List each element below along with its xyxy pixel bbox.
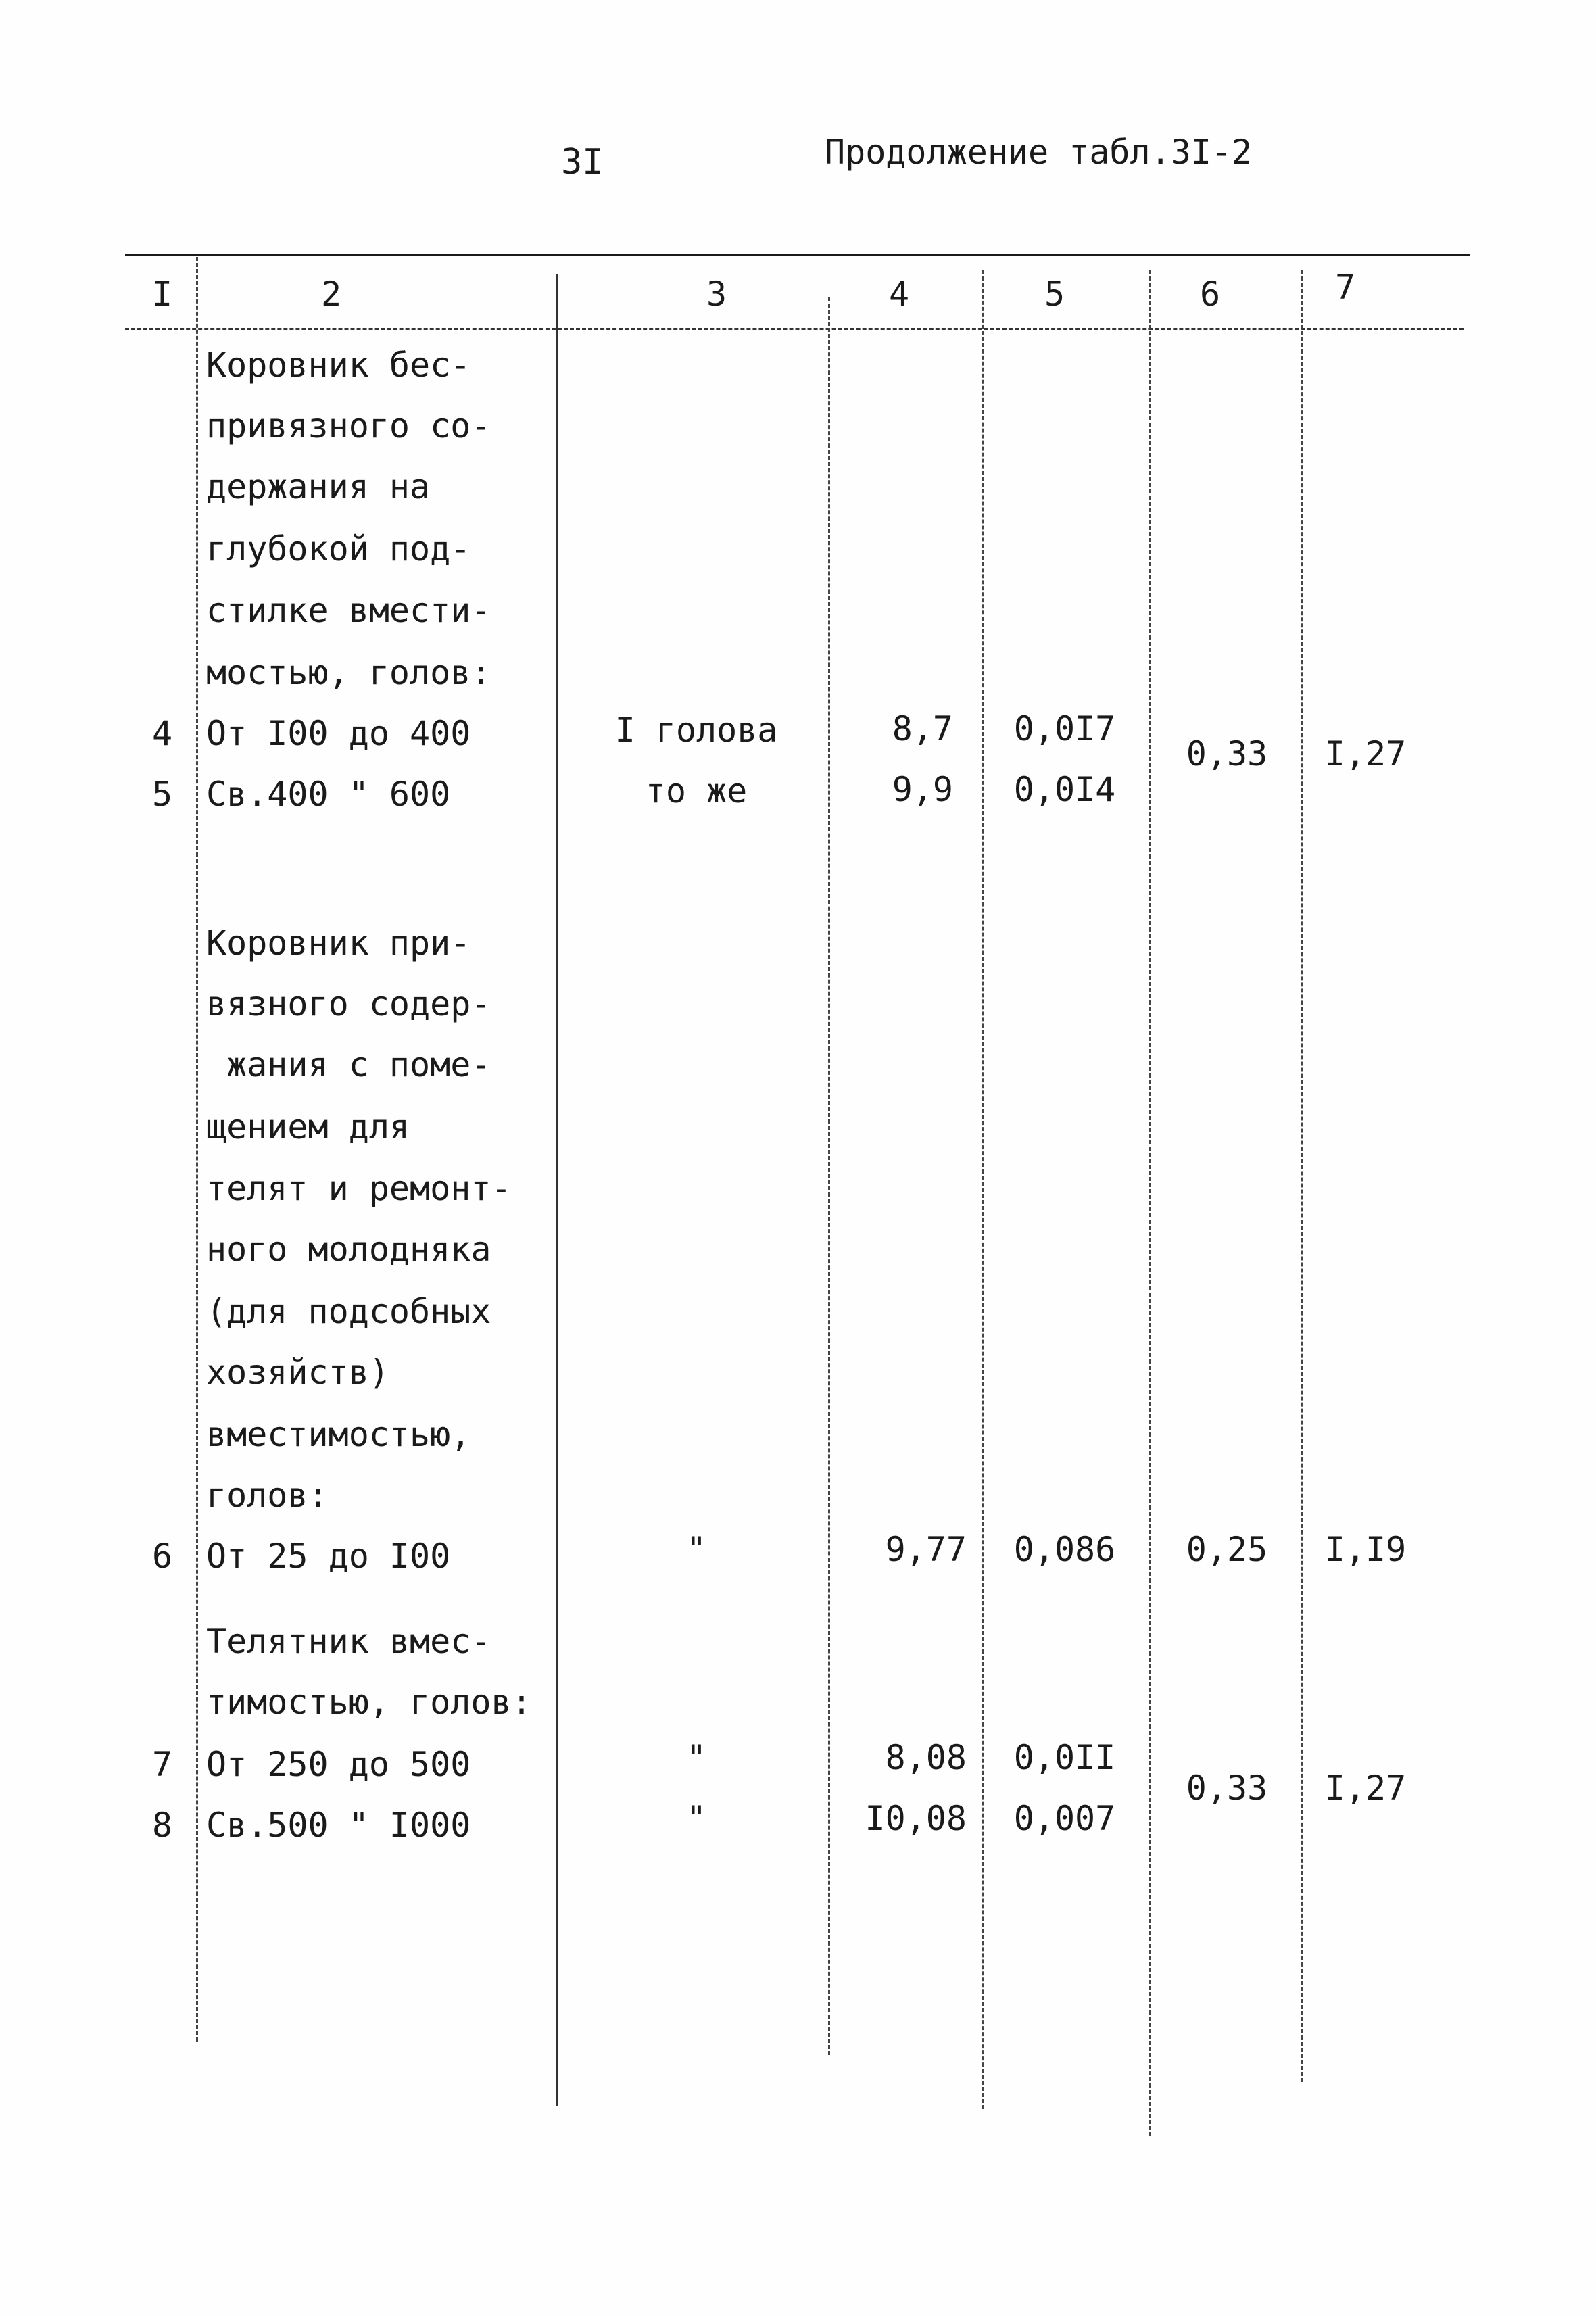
column-divider-3 <box>828 297 830 2055</box>
table-top-rule <box>125 254 1470 256</box>
section-heading-line: вязного содер- <box>206 984 491 1023</box>
row-number: 4 <box>151 714 173 753</box>
row-col5: 0,0I4 <box>1013 770 1116 809</box>
row-name: Св.400 " 600 <box>206 775 451 814</box>
column-header-7: 7 <box>1334 268 1356 307</box>
section-heading-line: Коровник при- <box>206 923 471 963</box>
row-unit: " <box>685 1799 707 1838</box>
column-header-4: 4 <box>888 274 910 314</box>
section-heading-line: глубокой под- <box>206 529 471 569</box>
row-number: 7 <box>151 1745 173 1784</box>
section-heading-line: телят и ремонт- <box>206 1169 512 1208</box>
row-number: 8 <box>151 1806 173 1845</box>
row-name: Св.500 " I000 <box>206 1806 471 1845</box>
row-col4: 8,08 <box>885 1738 967 1777</box>
column-header-3: 3 <box>706 274 727 314</box>
column-divider-2 <box>556 274 558 2106</box>
merged-col7: I,27 <box>1324 1768 1407 1808</box>
section-heading-line: тимостью, голов: <box>206 1683 532 1722</box>
row-name: От 25 до I00 <box>206 1537 451 1576</box>
section-heading-line: хозяйств) <box>206 1353 389 1392</box>
row-unit: I голова <box>614 710 778 750</box>
section-heading-line: Коровник бес- <box>206 345 471 385</box>
section-heading-line: привязного со- <box>206 406 491 445</box>
row-col4: I0,08 <box>865 1799 967 1838</box>
column-header-2: 2 <box>320 274 342 314</box>
row-col5: 0,0II <box>1013 1738 1116 1777</box>
merged-col6: 0,33 <box>1186 734 1268 773</box>
column-divider-5 <box>1149 270 1151 2136</box>
row-name: От 250 до 500 <box>206 1745 471 1784</box>
row-col7: I,I9 <box>1324 1530 1407 1569</box>
section-heading-line: голов: <box>206 1476 329 1515</box>
section-heading-line: ного молодняка <box>206 1230 491 1269</box>
section-heading-line: жания с поме- <box>206 1045 491 1084</box>
row-name: От I00 до 400 <box>206 714 471 753</box>
section-heading-line: мостью, голов: <box>206 653 491 692</box>
column-divider-4 <box>982 270 984 2109</box>
row-col5: 0,0I7 <box>1013 709 1116 748</box>
row-unit: то же <box>645 771 748 811</box>
merged-col7: I,27 <box>1324 734 1407 773</box>
section-heading-line: (для подсобных <box>206 1292 491 1331</box>
row-col5: 0,086 <box>1013 1530 1116 1569</box>
row-col6: 0,25 <box>1186 1530 1268 1569</box>
row-col4: 8,7 <box>892 709 953 748</box>
table-continuation-title: Продолжение табл.3I-2 <box>825 132 1253 172</box>
header-bottom-rule <box>125 328 1464 330</box>
row-unit: " <box>685 1738 707 1777</box>
section-heading-line: вместимостью, <box>206 1415 471 1454</box>
section-heading-line: щением для <box>206 1107 410 1147</box>
section-heading-line: держания на <box>206 467 431 506</box>
column-header-6: 6 <box>1199 274 1221 314</box>
row-unit: " <box>685 1530 707 1569</box>
column-divider-1 <box>196 257 198 2042</box>
row-col4: 9,77 <box>885 1530 967 1569</box>
column-divider-6 <box>1301 270 1303 2082</box>
page-number: 3I <box>561 142 604 183</box>
merged-col6: 0,33 <box>1186 1768 1268 1808</box>
section-heading-line: стилке вмести- <box>206 591 491 630</box>
row-col4: 9,9 <box>892 770 953 809</box>
row-col5: 0,007 <box>1013 1799 1116 1838</box>
section-heading-line: Телятник вмес- <box>206 1622 491 1661</box>
column-header-5: 5 <box>1044 274 1065 314</box>
row-number: 6 <box>151 1537 173 1576</box>
row-number: 5 <box>151 775 173 814</box>
column-header-1: I <box>151 274 173 314</box>
